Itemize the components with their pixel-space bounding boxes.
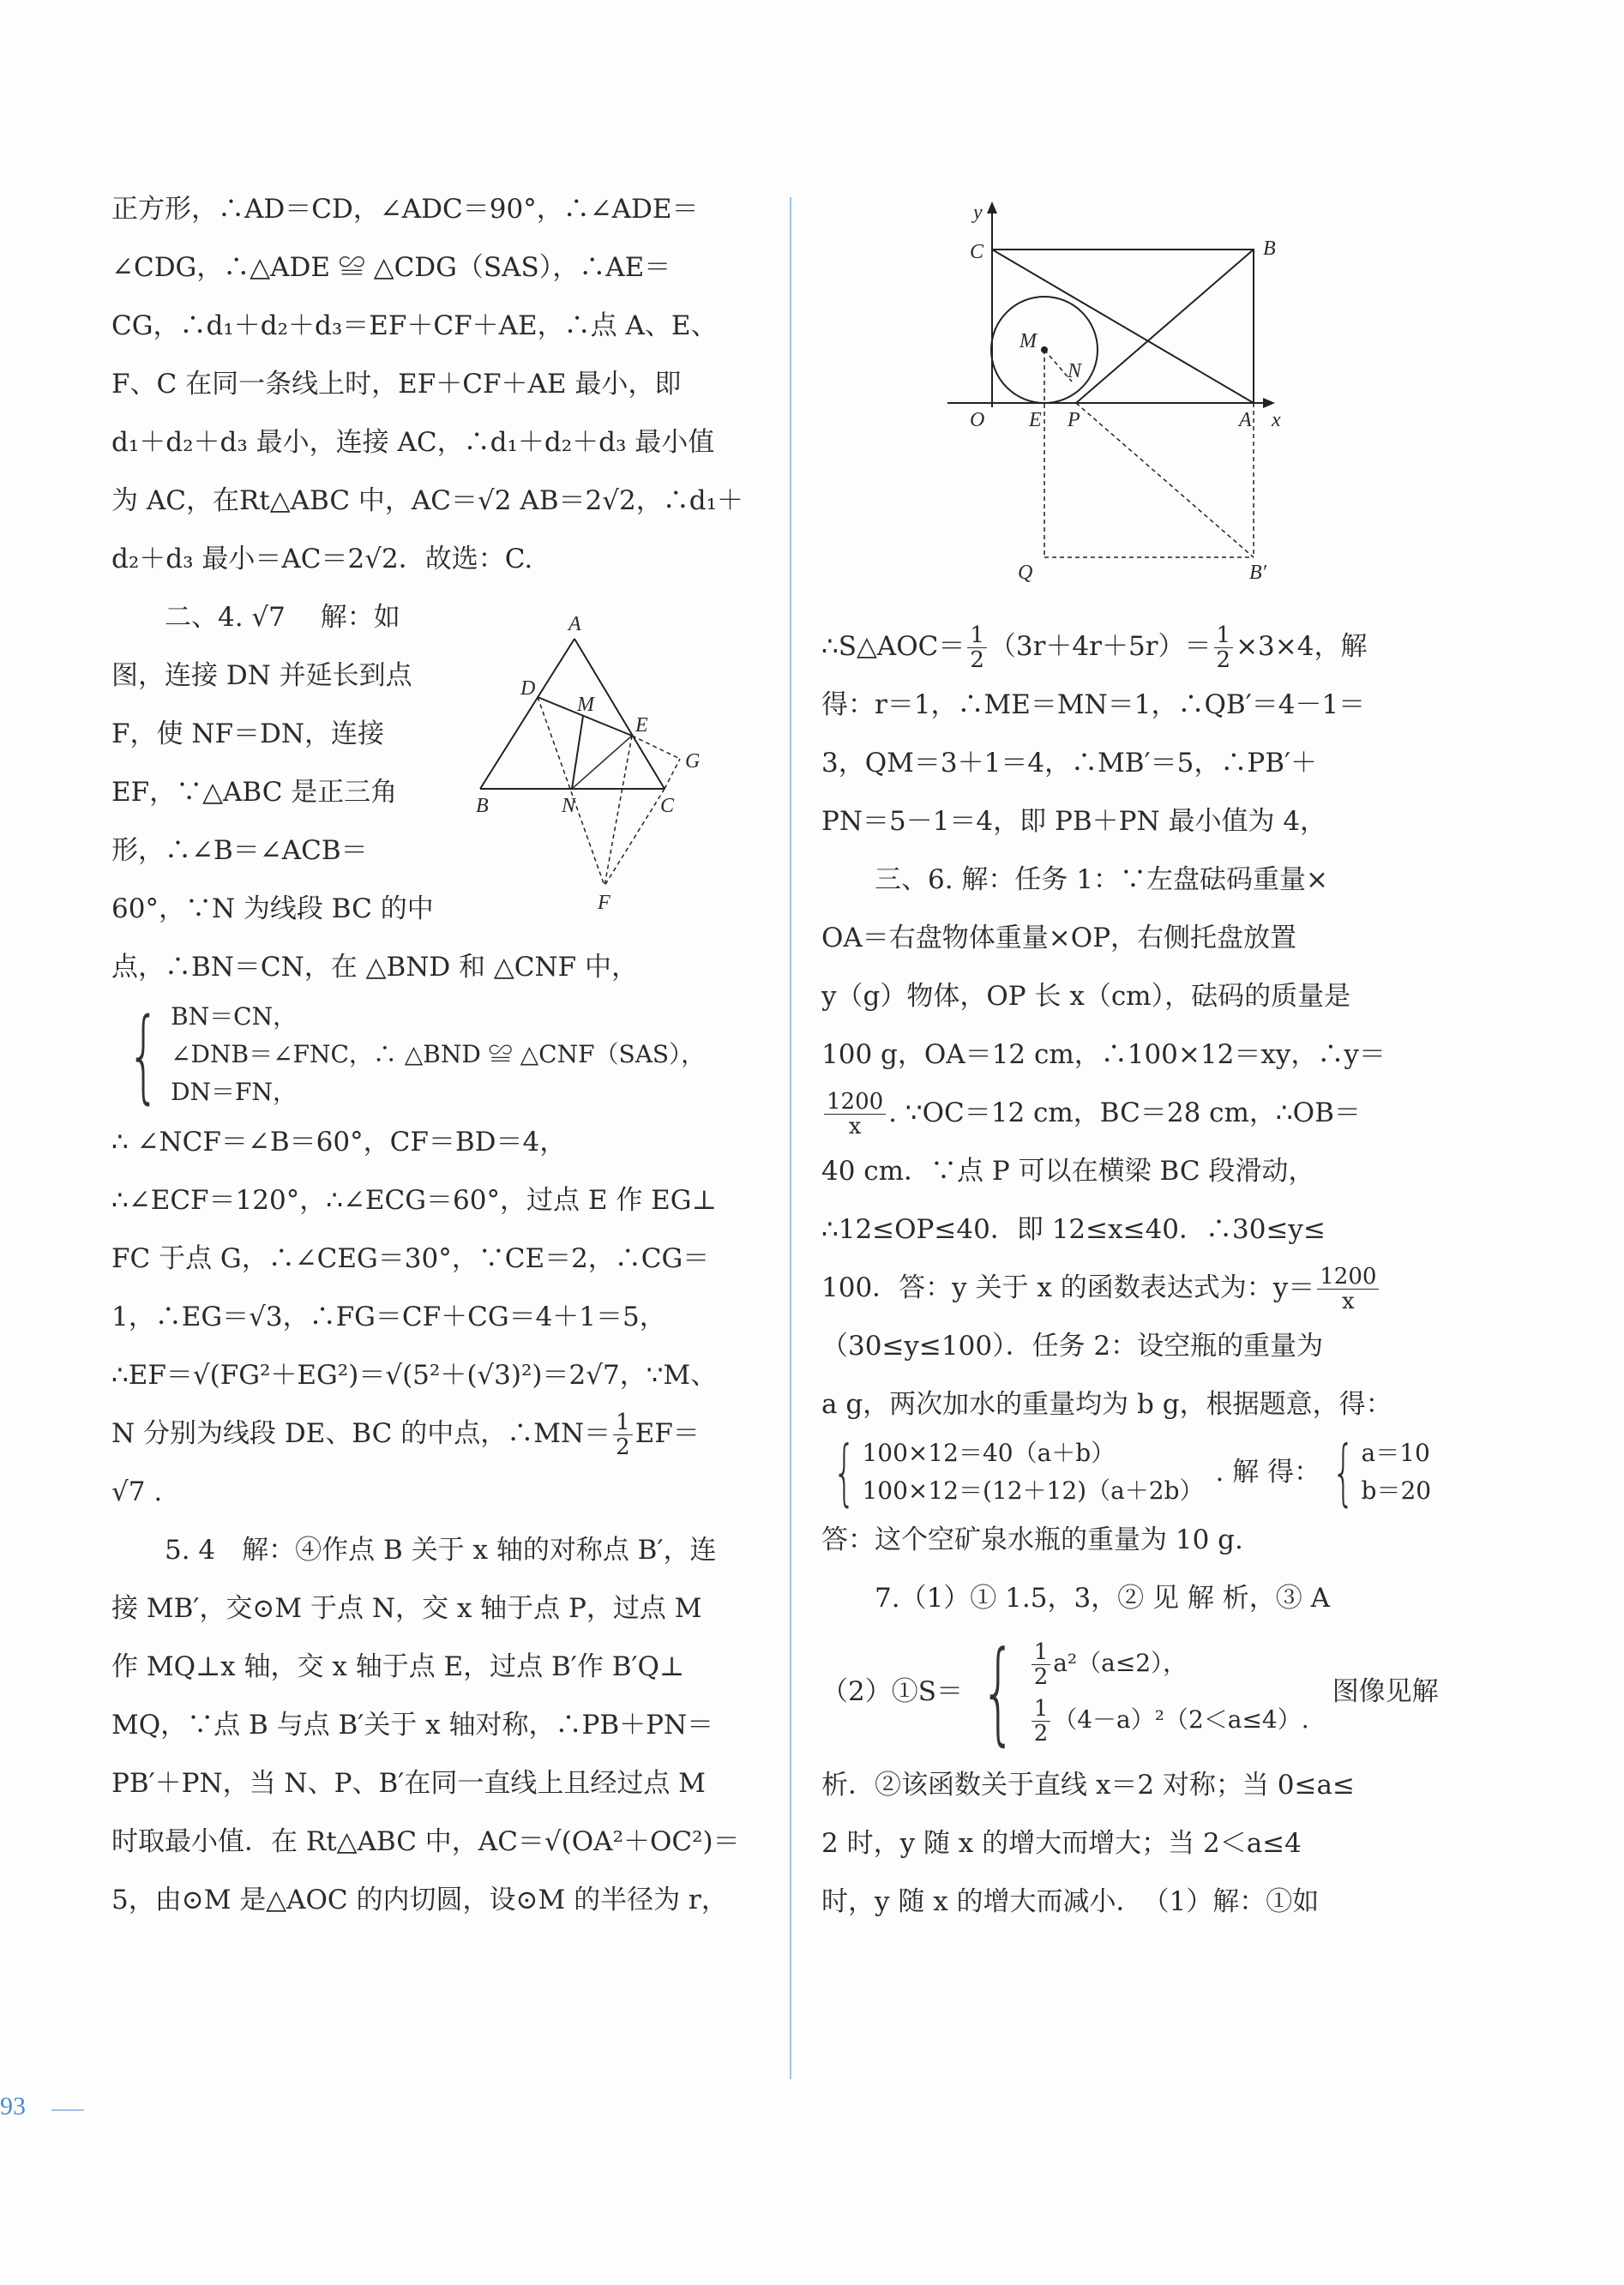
text-line: ∴∠ECF＝120°，∴∠ECG＝60°，过点 E 作 EG⊥ (111, 1185, 717, 1216)
dashed-dn (538, 697, 604, 886)
label-o: O (970, 409, 985, 431)
numerator: 1 (1214, 623, 1234, 648)
fraction-half (1032, 1697, 1051, 1746)
text-line: 接 MB′，交⊙M 于点 N，交 x 轴于点 P，过点 M (111, 1593, 702, 1624)
text-line: 时取最小值．在 Rt△ABC 中，AC＝√(OA²＋OC²)＝ (111, 1826, 740, 1857)
label-q: Q (1018, 562, 1033, 584)
segment-ca (992, 250, 1254, 403)
text-line: EF，∵△ABC 是正三角 (111, 777, 398, 808)
text-line: 60°，∵N 为线段 BC 的中 (111, 893, 434, 924)
label-a: A (568, 613, 581, 635)
text-line: 40 cm．∵点 P 可以在横梁 BC 段滑动， (821, 1156, 1315, 1187)
text-span: （3r＋4r＋5r）＝ (989, 631, 1212, 662)
text-line: 得：r＝1，∴ME＝MN＝1，∴QB′＝4－1＝ (821, 689, 1366, 720)
text-line: 3，QM＝3＋1＝4，∴MB′＝5，∴PB′＋ (821, 748, 1318, 779)
system-line: a＝10 (1361, 1439, 1430, 1467)
piece-1 (1029, 1635, 1338, 1692)
text-span: ∴S△AOC＝ (821, 631, 965, 662)
text-line: √7 . (111, 1476, 163, 1507)
numerator: 1 (1032, 1640, 1051, 1665)
text-line: ∠CDG，∴△ADE ≌ △CDG（SAS），∴AE＝ (111, 252, 671, 283)
system-line: b＝20 (1361, 1476, 1432, 1505)
label-a: A (1239, 409, 1252, 431)
segment-en (572, 736, 632, 789)
text-line: 作 MQ⊥x 轴，交 x 轴于点 E，过点 B′作 B′Q⊥ (111, 1651, 685, 1682)
label-b: B (1263, 238, 1276, 260)
text-line: FC 于点 G，∴∠CEG＝30°，∵CE＝2，∴CG＝ (111, 1243, 710, 1274)
fraction-1200-over-x (824, 1090, 886, 1139)
text-line: 5，由⊙M 是△AOC 的内切圆，设⊙M 的半径为 r， (111, 1885, 728, 1915)
text-line: ∴12≤OP≤40．即 12≤x≤40．∴30≤y≤ (821, 1214, 1326, 1245)
numerator: 1200 (1317, 1265, 1379, 1290)
label-n: N (1068, 360, 1082, 382)
label-c: C (660, 795, 675, 817)
text-span: EF＝ (635, 1418, 700, 1449)
text-line (821, 1259, 1404, 1317)
text-span: . 解 得： (1215, 1457, 1321, 1488)
piecewise-function (821, 1627, 1439, 1757)
text-line: y（g）物体，OP 长 x（cm），砝码的质量是 (821, 981, 1351, 1012)
text-line: 5. 4 解：④作点 B 关于 x 轴的对称点 B′，连 (165, 1535, 717, 1566)
label-n: N (562, 795, 576, 817)
text-span: 100．答：y 关于 x 的函数表达式为：y＝ (821, 1272, 1315, 1303)
text-span: N 分别为线段 DE、BC 的中点，∴MN＝ (111, 1418, 611, 1449)
text-line: ∴ ∠NCF＝∠B＝60°，CF＝BD＝4， (111, 1127, 567, 1158)
coordinate-figure (939, 193, 1290, 600)
label-b: B (476, 795, 489, 817)
text-line: 7.（1）① 1.5，3，② 见 解 析，③ A (875, 1583, 1330, 1614)
text-line: d₂＋d₃ 最小＝AC＝2√2．故选：C. (111, 544, 533, 574)
denominator: x (1342, 1289, 1355, 1314)
text-line: 图，连接 DN 并延长到点 (111, 660, 412, 691)
text-line (111, 1404, 755, 1463)
text-line: 三、6. 解：任务 1：∵左盘砝码重量× (875, 864, 1328, 895)
denominator: 2 (970, 647, 984, 673)
denominator: 2 (1033, 1664, 1049, 1690)
page-number-dash (51, 2109, 84, 2111)
fraction-half (1032, 1640, 1051, 1689)
equation-system (111, 996, 755, 1113)
numerator: 1200 (824, 1090, 886, 1115)
system-line: DN＝FN， (171, 1078, 297, 1106)
system-line: 100×12＝(12＋12)（a＋2b） (862, 1476, 1204, 1505)
text-span: 图像见解 (1332, 1676, 1439, 1707)
brace: { (127, 995, 160, 1114)
label-b-prime: B′ (1249, 562, 1266, 584)
system-line: ∠DNB＝∠FNC，∴ △BND ≌ △CNF（SAS）， (171, 1040, 706, 1068)
triangle-figure (476, 613, 716, 917)
label-y: y (973, 201, 983, 224)
text-line: a g，两次加水的重量均为 b g，根据题意，得： (821, 1389, 1392, 1420)
denominator: 2 (1216, 647, 1231, 673)
fraction-1200-over-x (1317, 1265, 1379, 1314)
label-d: D (520, 677, 536, 700)
text-line: F，使 NF＝DN，连接 (111, 719, 384, 749)
text-line: 答：这个空矿泉水瓶的重量为 10 g. (821, 1524, 1243, 1555)
text-span: （4－a）²（2＜a≤4）. (1053, 1705, 1309, 1734)
dashed-cg (665, 759, 680, 789)
text-line: CG，∴d₁＋d₂＋d₃＝EF＋CF＋AE，∴点 A、E、 (111, 310, 718, 341)
fraction-half (967, 623, 987, 672)
page-number: 93 (0, 2092, 26, 2120)
text-span: . ∵OC＝12 cm，BC＝28 cm，∴OB＝ (888, 1097, 1361, 1128)
text-line: 为 AC，在Rt△ABC 中，AC＝√2 AB＝2√2，∴d₁＋ (111, 485, 743, 516)
brace: { (980, 1627, 1017, 1757)
numerator: 1 (967, 623, 987, 648)
text-line: 点，∴BN＝CN，在 △BND 和 △CNF 中， (111, 952, 638, 983)
denominator: x (848, 1114, 862, 1139)
text-line: 1，∴EG＝√3，∴FG＝CF＋CG＝4＋1＝5， (111, 1302, 666, 1332)
text-line: MQ，∵点 B 与点 B′关于 x 轴对称，∴PB＋PN＝ (111, 1710, 714, 1741)
fraction-half (1214, 623, 1234, 672)
text-line: d₁＋d₂＋d₃ 最小，连接 AC，∴d₁＋d₂＋d₃ 最小值 (111, 427, 715, 458)
label-e: E (635, 714, 648, 737)
left-column (111, 180, 755, 1929)
label-f: F (598, 892, 611, 914)
system-line: BN＝CN， (171, 1002, 298, 1031)
text-line: OA＝右盘物体重量×OP，右侧托盘放置 (821, 923, 1297, 953)
numerator: 1 (1032, 1697, 1051, 1722)
text-line: 二、4. √7 解：如 (165, 602, 400, 633)
segment-mn (572, 716, 583, 789)
text-line (821, 1084, 1404, 1142)
label-e: E (1029, 409, 1042, 431)
text-line: 形，∴∠B＝∠ACB＝ (111, 835, 368, 866)
text-line: （30≤y≤100）．任务 2：设空瓶的重量为 (821, 1331, 1324, 1362)
text-line: 100 g，OA＝12 cm，∴100×12＝xy，∴y＝ (821, 1039, 1386, 1070)
label-g: G (685, 750, 701, 773)
column-divider (790, 197, 791, 2079)
y-axis-arrow (987, 201, 997, 213)
brace: { (833, 1430, 857, 1514)
text-line: 时，y 随 x 的增大而减小． （1）解：①如 (821, 1886, 1320, 1917)
system-line: 100×12＝40（a＋b） (862, 1439, 1116, 1467)
text-line: PB′＋PN，当 N、P、B′在同一直线上且经过点 M (111, 1768, 706, 1799)
text-line (821, 617, 1404, 676)
fraction-half (613, 1410, 633, 1459)
text-line: PN＝5－1＝4，即 PB＋PN 最小值为 4， (821, 806, 1327, 837)
dashed-pb-prime (1076, 403, 1254, 557)
text-line: 2 时，y 随 x 的增大而增大；当 2＜a≤4 (821, 1828, 1302, 1859)
label-x: x (1272, 409, 1281, 431)
equation-system (821, 1430, 1432, 1514)
label-m: M (577, 694, 594, 716)
text-span: （2）①S＝ (821, 1676, 963, 1707)
denominator: 2 (1033, 1721, 1049, 1747)
segment-bp (1076, 250, 1254, 403)
text-line: ∴EF＝√(FG²＋EG²)＝√(5²＋(√3)²)＝2√7，∵M、 (111, 1360, 718, 1391)
edge-ab (480, 639, 574, 789)
denominator: 2 (616, 1434, 630, 1460)
brace: { (1332, 1430, 1356, 1514)
text-span: ×3×4，解 (1236, 631, 1368, 662)
right-column (821, 617, 1439, 1931)
label-m: M (1020, 330, 1037, 352)
text-span: a²（a≤2）， (1053, 1649, 1188, 1677)
piece-2 (1029, 1692, 1338, 1748)
label-c: C (970, 241, 984, 263)
text-line: 正方形，∴AD＝CD，∠ADC＝90°，∴∠ADE＝ (111, 194, 699, 225)
text-line: 析．②该函数关于直线 x＝2 对称；当 0≤a≤ (821, 1770, 1355, 1801)
text-line: F、C 在同一条线上时，EF＋CF＋AE 最小，即 (111, 369, 682, 400)
label-p: P (1068, 409, 1080, 431)
x-axis-arrow (1263, 398, 1275, 408)
numerator: 1 (613, 1410, 633, 1435)
